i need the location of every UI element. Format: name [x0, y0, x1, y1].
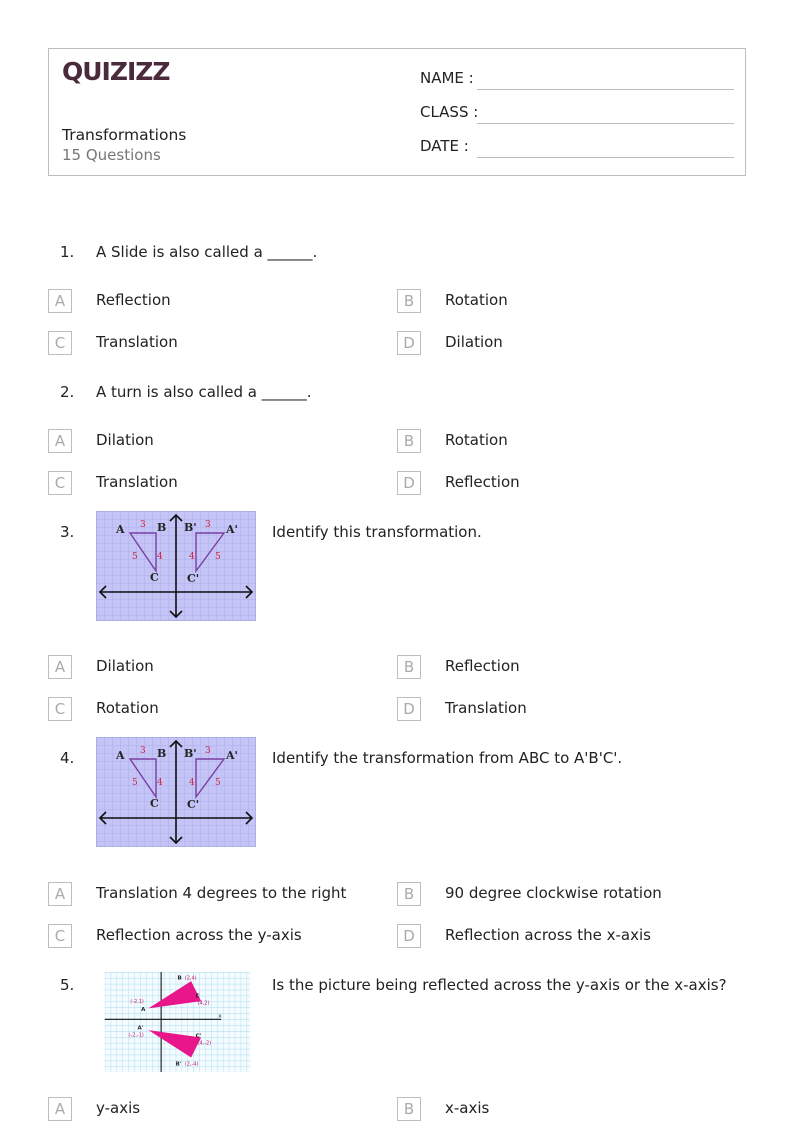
- question-text: Identify this transformation.: [272, 523, 482, 541]
- grid-lines: [105, 972, 250, 1072]
- vertex-label: A: [141, 1007, 146, 1014]
- class-field[interactable]: [420, 103, 734, 123]
- vertex-label: C': [195, 1033, 202, 1040]
- option-text: x-axis: [445, 1099, 490, 1117]
- coordinate-label: (2,-4): [184, 1061, 199, 1068]
- vertex-label: A': [226, 749, 238, 762]
- vertex-label: A': [226, 523, 238, 536]
- option-text: Reflection: [445, 473, 520, 491]
- side-label: 3: [140, 746, 146, 756]
- side-label: 4: [189, 552, 195, 562]
- option-text: Dilation: [445, 333, 503, 351]
- vertex-label: C': [187, 798, 200, 811]
- option-letter-box: D: [397, 471, 421, 495]
- name-field[interactable]: [420, 69, 734, 89]
- vertex-label: C: [150, 797, 159, 810]
- option-text: Translation: [96, 333, 178, 351]
- option-text: 90 degree clockwise rotation: [445, 884, 662, 902]
- vertex-label: B: [157, 747, 167, 760]
- option-letter-box: A: [48, 1097, 72, 1121]
- option-text: Translation: [96, 473, 178, 491]
- question-number: 4.: [60, 749, 75, 767]
- option-text: Reflection across the x-axis: [445, 926, 651, 944]
- option-text: Translation 4 degrees to the right: [96, 884, 347, 902]
- question-number: 1.: [60, 243, 75, 261]
- option-letter-box: D: [397, 331, 421, 355]
- option-letter-box: C: [48, 471, 72, 495]
- question-text: Identify the transformation from ABC to A'B'C'.: [272, 749, 623, 767]
- option-text: Reflection across the y-axis: [96, 926, 302, 944]
- side-label: 4: [157, 552, 163, 562]
- option-text: Dilation: [96, 657, 154, 675]
- question-count: 15 Questions: [62, 146, 161, 164]
- question-text: A turn is also called a ______.: [96, 383, 312, 401]
- option-text: Reflection: [445, 657, 520, 675]
- option-letter-box: A: [48, 882, 72, 906]
- option-letter-box: B: [397, 1097, 421, 1121]
- option-letter-box: B: [397, 882, 421, 906]
- side-label: 3: [140, 520, 146, 530]
- coordinate-label: (2,4): [184, 975, 197, 982]
- reflection-diagram: [96, 511, 256, 621]
- name-line[interactable]: [477, 89, 734, 90]
- option-text: Reflection: [96, 291, 171, 309]
- coordinate-label: (-2,1): [130, 998, 144, 1005]
- name-label: NAME :: [420, 69, 474, 87]
- side-label: 5: [132, 778, 138, 788]
- side-label: 5: [215, 552, 221, 562]
- option-text: Rotation: [96, 699, 159, 717]
- vertex-label: A: [116, 523, 125, 536]
- reflection-diagram: [96, 737, 256, 847]
- vertex-label: B': [184, 747, 197, 760]
- coordinate-reflection-diagram: [100, 972, 255, 1072]
- worksheet-title: Transformations: [62, 126, 187, 144]
- question-number: 3.: [60, 523, 75, 541]
- axis-label: x: [218, 1013, 222, 1020]
- option-letter-box: B: [397, 429, 421, 453]
- side-label: 3: [205, 520, 211, 530]
- option-letter-box: C: [48, 924, 72, 948]
- option-letter-box: D: [397, 924, 421, 948]
- option-letter-box: D: [397, 697, 421, 721]
- vertex-label: C: [195, 993, 200, 1000]
- option-letter-box: A: [48, 289, 72, 313]
- vertex-label: C': [187, 572, 200, 585]
- side-label: 3: [205, 746, 211, 756]
- question-number: 5.: [60, 976, 75, 994]
- option-text: Rotation: [445, 291, 508, 309]
- side-label: 4: [157, 778, 163, 788]
- side-label: 5: [215, 778, 221, 788]
- worksheet-header: [48, 48, 746, 176]
- vertex-label: A: [116, 749, 125, 762]
- vertex-label: C: [150, 571, 159, 584]
- class-label: CLASS :: [420, 103, 479, 121]
- date-label: DATE :: [420, 137, 469, 155]
- date-line[interactable]: [477, 157, 734, 158]
- side-label: 4: [189, 778, 195, 788]
- class-line[interactable]: [477, 123, 734, 124]
- option-text: Dilation: [96, 431, 154, 449]
- quizizz-logo: QUIZIZZ: [62, 57, 170, 86]
- option-text: Rotation: [445, 431, 508, 449]
- vertex-label: B: [157, 521, 167, 534]
- option-letter-box: C: [48, 697, 72, 721]
- coordinate-label: (4,2): [197, 1000, 210, 1007]
- option-letter-box: B: [397, 655, 421, 679]
- side-label: 5: [132, 552, 138, 562]
- question-text: Is the picture being reflected across the y-axis or the x-axis?: [272, 976, 727, 994]
- vertex-label: A': [137, 1025, 144, 1032]
- question-number: 2.: [60, 383, 75, 401]
- coordinate-label: (4,-2): [197, 1040, 212, 1047]
- option-text: y-axis: [96, 1099, 141, 1117]
- vertex-label: B': [184, 521, 197, 534]
- option-letter-box: C: [48, 331, 72, 355]
- option-letter-box: A: [48, 429, 72, 453]
- option-letter-box: A: [48, 655, 72, 679]
- question-text: A Slide is also called a ______.: [96, 243, 318, 261]
- date-field[interactable]: [420, 137, 734, 157]
- option-text: Translation: [445, 699, 527, 717]
- vertex-label: B': [175, 1061, 182, 1068]
- coordinate-label: (-2,-1): [128, 1032, 144, 1039]
- option-letter-box: B: [397, 289, 421, 313]
- vertex-label: B: [177, 975, 182, 982]
